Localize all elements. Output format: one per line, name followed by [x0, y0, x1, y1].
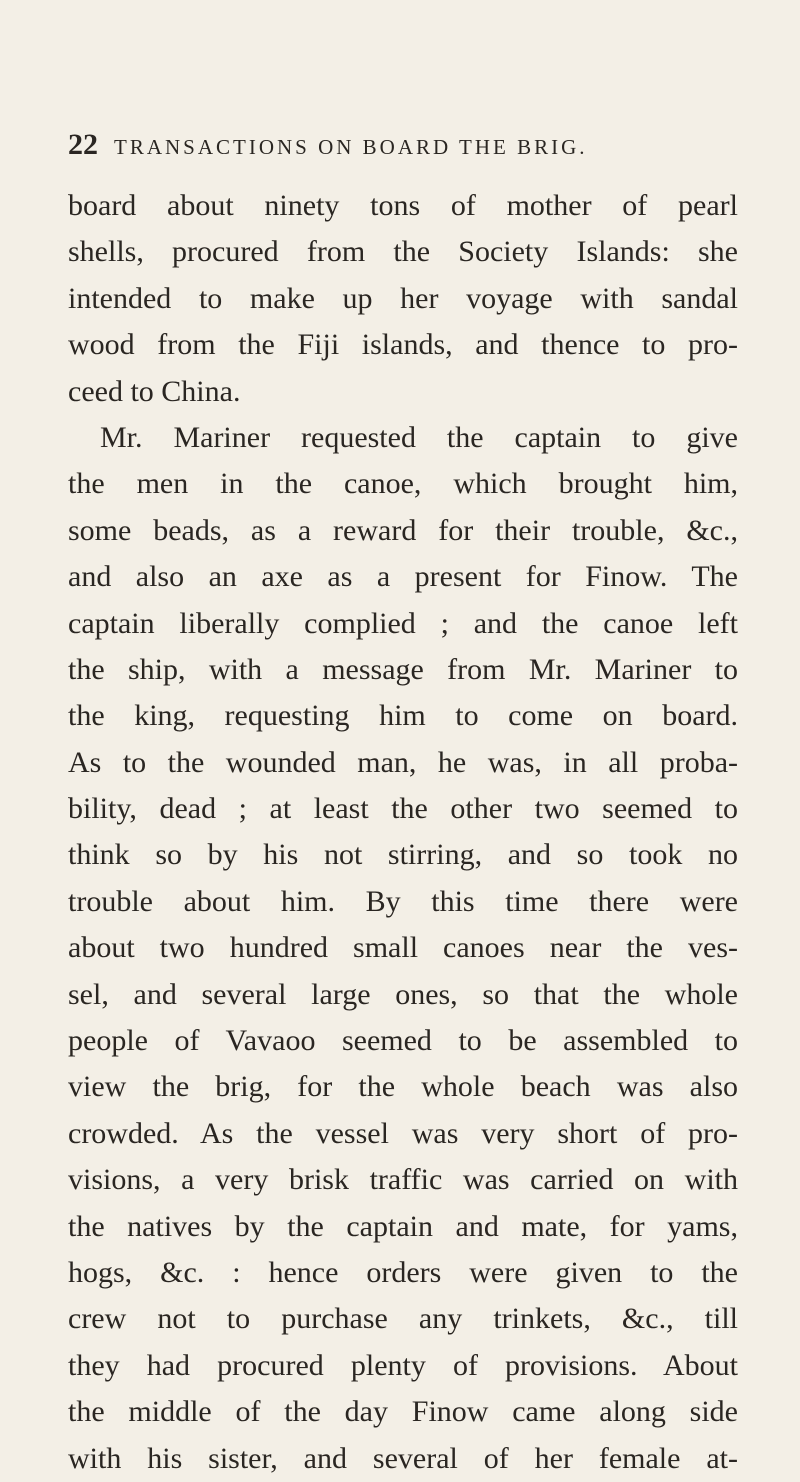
body-text	[68, 183, 738, 1482]
text-line: bility, dead ; at least the other two seemed to	[68, 792, 738, 826]
text-line: think so by his not stirring, and so took no	[68, 838, 738, 872]
text-line: view the brig, for the whole beach was also	[68, 1070, 738, 1104]
text-line: with his sister, and several of her female at-	[68, 1441, 738, 1475]
text-line: some beads, as a reward for their trouble, &c.,	[68, 513, 738, 547]
text-line: the men in the canoe, which brought him,	[68, 467, 738, 501]
text-line: sel, and several large ones, so that the whole	[68, 977, 738, 1011]
text-line: about two hundred small canoes near the ves-	[68, 931, 738, 965]
text-line: visions, a very brisk traffic was carried on with	[68, 1163, 738, 1197]
text-line: wood from the Fiji islands, and thence to pro-	[68, 328, 738, 362]
text-line: and also an axe as a present for Finow. The	[68, 560, 738, 594]
page-number: 22	[68, 128, 98, 161]
text-line: captain liberally complied ; and the canoe left	[68, 606, 738, 640]
text-line: trouble about him. By this time there were	[68, 884, 738, 918]
text-line: people of Vavaoo seemed to be assembled to	[68, 1024, 738, 1058]
running-head: TRANSACTIONS ON BOARD THE BRIG.	[114, 135, 588, 159]
text-line: crew not to purchase any trinkets, &c., till	[68, 1302, 738, 1336]
text-line: board about ninety tons of mother of pearl	[68, 189, 738, 222]
text-line: As to the wounded man, he was, in all proba-	[68, 745, 738, 779]
text-line: the ship, with a message from Mr. Mariner to	[68, 652, 738, 686]
text-line: the middle of the day Finow came along side	[68, 1395, 738, 1429]
text-line: the natives by the captain and mate, for yams,	[68, 1209, 738, 1243]
page-header	[68, 128, 708, 172]
text-line: ceed to China.	[68, 374, 241, 408]
text-line: crowded. As the vessel was very short of pro-	[68, 1116, 738, 1150]
text-line: the king, requesting him to come on board.	[68, 699, 738, 733]
text-line: Mr. Mariner requested the captain to give	[100, 420, 738, 454]
text-line: intended to make up her voyage with sandal	[68, 281, 738, 315]
text-line: shells, procured from the Society Islands: she	[68, 235, 738, 269]
text-line: they had procured plenty of provisions. About	[68, 1348, 738, 1382]
text-line: hogs, &c. : hence orders were given to the	[68, 1255, 738, 1289]
